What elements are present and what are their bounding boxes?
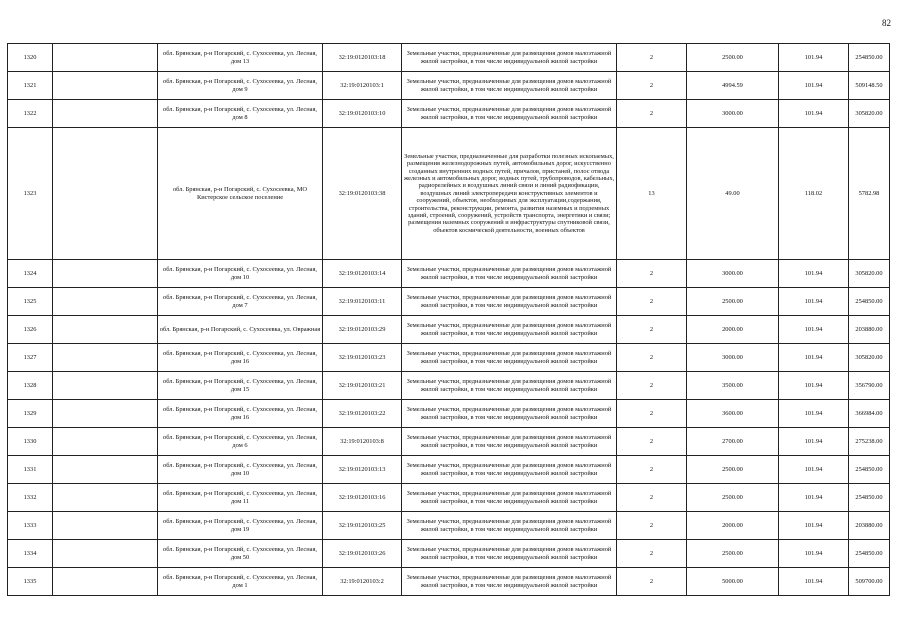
page-number: 82 <box>882 18 891 28</box>
area-cell: 2500.00 <box>687 484 779 512</box>
cadastral-number-cell: 32:19:0120103:25 <box>323 512 402 540</box>
table-row <box>8 372 890 400</box>
cadastral-value-cell: 305820.00 <box>849 100 890 128</box>
table-row <box>8 512 890 540</box>
land-use-cell: Земельные участки, предназначенные для размещения домов малоэтажной жилой застройки, в том числе индивидуальной жилой застройки <box>402 456 617 484</box>
cadastral-number-cell: 32:19:0120103:26 <box>323 540 402 568</box>
group-cell: 2 <box>617 72 687 100</box>
land-use-cell: Земельные участки, предназначенные для размещения домов малоэтажной жилой застройки, в том числе индивидуальной жилой застройки <box>402 512 617 540</box>
address-cell: обл. Брянская, р-н Погарский, с. Сухосеевка, ул. Лесная, дом 1 <box>158 568 323 596</box>
address-cell: обл. Брянская, р-н Погарский, с. Сухосеевка, ул. Лесная, дом 10 <box>158 260 323 288</box>
land-use-cell: Земельные участки, предназначенные для размещения домов малоэтажной жилой застройки, в том числе индивидуальной жилой застройки <box>402 568 617 596</box>
land-use-cell: Земельные участки, предназначенные для размещения домов малоэтажной жилой застройки, в том числе индивидуальной жилой застройки <box>402 288 617 316</box>
rate-cell: 101.94 <box>779 456 849 484</box>
table-row <box>8 316 890 344</box>
row-number-cell: 1327 <box>8 344 53 372</box>
table-row <box>8 344 890 372</box>
cadastral-value-cell: 254850.00 <box>849 484 890 512</box>
cadastral-number-cell: 32:19:0120103:38 <box>323 128 402 260</box>
row-number-cell: 1331 <box>8 456 53 484</box>
row-number-cell: 1334 <box>8 540 53 568</box>
area-cell: 2500.00 <box>687 44 779 72</box>
empty-cell <box>53 288 158 316</box>
group-cell: 2 <box>617 428 687 456</box>
cadastral-value-cell: 5782.98 <box>849 128 890 260</box>
address-cell: обл. Брянская, р-н Погарский, с. Сухосеевка, ул. Лесная, дом 11 <box>158 484 323 512</box>
row-number-cell: 1325 <box>8 288 53 316</box>
rate-cell: 101.94 <box>779 316 849 344</box>
empty-cell <box>53 72 158 100</box>
address-cell: обл. Брянская, р-н Погарский, с. Сухосеевка, ул. Овражная <box>158 316 323 344</box>
area-cell: 3000.00 <box>687 260 779 288</box>
rate-cell: 118.02 <box>779 128 849 260</box>
rate-cell: 101.94 <box>779 44 849 72</box>
cadastral-value-cell: 254850.00 <box>849 288 890 316</box>
cadastral-value-cell: 254850.00 <box>849 456 890 484</box>
empty-cell <box>53 400 158 428</box>
empty-cell <box>53 260 158 288</box>
group-cell: 2 <box>617 456 687 484</box>
group-cell: 2 <box>617 400 687 428</box>
empty-cell <box>53 316 158 344</box>
address-cell: обл. Брянская, р-н Погарский, с. Сухосеевка, ул. Лесная, дом 19 <box>158 512 323 540</box>
rate-cell: 101.94 <box>779 540 849 568</box>
rate-cell: 101.94 <box>779 100 849 128</box>
group-cell: 2 <box>617 512 687 540</box>
area-cell: 2500.00 <box>687 540 779 568</box>
cadastral-number-cell: 32:19:0120103:18 <box>323 44 402 72</box>
area-cell: 3000.00 <box>687 100 779 128</box>
table-row <box>8 100 890 128</box>
address-cell: обл. Брянская, р-н Погарский, с. Сухосеевка, ул. Лесная, дом 10 <box>158 456 323 484</box>
group-cell: 2 <box>617 372 687 400</box>
empty-cell <box>53 100 158 128</box>
empty-cell <box>53 128 158 260</box>
rate-cell: 101.94 <box>779 428 849 456</box>
row-number-cell: 1329 <box>8 400 53 428</box>
area-cell: 4994.59 <box>687 72 779 100</box>
row-number-cell: 1323 <box>8 128 53 260</box>
area-cell: 2700.00 <box>687 428 779 456</box>
group-cell: 2 <box>617 540 687 568</box>
group-cell: 2 <box>617 288 687 316</box>
group-cell: 2 <box>617 344 687 372</box>
address-cell: обл. Брянская, р-н Погарский, с. Сухосеевка, ул. Лесная, дом 8 <box>158 100 323 128</box>
land-use-cell: Земельные участки, предназначенные для размещения домов малоэтажной жилой застройки, в том числе индивидуальной жилой застройки <box>402 316 617 344</box>
cadastral-value-cell: 509700.00 <box>849 568 890 596</box>
rate-cell: 101.94 <box>779 512 849 540</box>
empty-cell <box>53 44 158 72</box>
area-cell: 3600.00 <box>687 400 779 428</box>
address-cell: обл. Брянская, р-н Погарский, с. Сухосеевка, ул. Лесная, дом 13 <box>158 44 323 72</box>
table-row <box>8 288 890 316</box>
address-cell: обл. Брянская, р-н Погарский, с. Сухосеевка, МО Кистерское сельское поселение <box>158 128 323 260</box>
area-cell: 2000.00 <box>687 316 779 344</box>
row-number-cell: 1322 <box>8 100 53 128</box>
land-use-cell: Земельные участки, предназначенные для разработки полезных ископаемых, размещения железнодорожных путей, автомобильных дорог, искусственно созданных внутренних водных путей, причалов, пристаней, полос отвода железных и автомобильных дорог, водных путей, трубопроводов, кабельных, радиорелейных и воздушных линий связи и линий радиофикации, воздушных линий электропередачи конструктивных элементов и сооружений, объектов, необходимых для эксплуатации,содержания, строительства, реконструкции, ремонта, развития наземных и подземных зданий, строений, сооружений, устройств транспорта, энергетики и связи; размещения наземных сооружений и инфраструктуры спутниковой связи, объектов космической деятельности, военных объектов <box>402 128 617 260</box>
table-row <box>8 456 890 484</box>
row-number-cell: 1330 <box>8 428 53 456</box>
cadastral-value-cell: 356790.00 <box>849 372 890 400</box>
land-use-cell: Земельные участки, предназначенные для размещения домов малоэтажной жилой застройки, в том числе индивидуальной жилой застройки <box>402 372 617 400</box>
cadastral-number-cell: 32:19:0120103:16 <box>323 484 402 512</box>
table-row <box>8 260 890 288</box>
table-row <box>8 484 890 512</box>
rate-cell: 101.94 <box>779 260 849 288</box>
address-cell: обл. Брянская, р-н Погарский, с. Сухосеевка, ул. Лесная, дом 15 <box>158 372 323 400</box>
cadastral-value-cell: 509148.50 <box>849 72 890 100</box>
cadastral-number-cell: 32:19:0120103:23 <box>323 344 402 372</box>
empty-cell <box>53 428 158 456</box>
address-cell: обл. Брянская, р-н Погарский, с. Сухосеевка, ул. Лесная, дом 6 <box>158 428 323 456</box>
row-number-cell: 1333 <box>8 512 53 540</box>
rate-cell: 101.94 <box>779 72 849 100</box>
cadastral-value-table <box>7 43 890 596</box>
table-row <box>8 44 890 72</box>
cadastral-value-cell: 254850.00 <box>849 540 890 568</box>
area-cell: 3000.00 <box>687 344 779 372</box>
address-cell: обл. Брянская, р-н Погарский, с. Сухосеевка, ул. Лесная, дом 7 <box>158 288 323 316</box>
cadastral-number-cell: 32:19:0120103:8 <box>323 428 402 456</box>
land-use-cell: Земельные участки, предназначенные для размещения домов малоэтажной жилой застройки, в том числе индивидуальной жилой застройки <box>402 484 617 512</box>
land-use-cell: Земельные участки, предназначенные для размещения домов малоэтажной жилой застройки, в том числе индивидуальной жилой застройки <box>402 344 617 372</box>
group-cell: 13 <box>617 128 687 260</box>
row-number-cell: 1324 <box>8 260 53 288</box>
cadastral-value-cell: 254850.00 <box>849 44 890 72</box>
land-use-cell: Земельные участки, предназначенные для размещения домов малоэтажной жилой застройки, в том числе индивидуальной жилой застройки <box>402 72 617 100</box>
table-row <box>8 428 890 456</box>
area-cell: 2500.00 <box>687 456 779 484</box>
empty-cell <box>53 456 158 484</box>
row-number-cell: 1326 <box>8 316 53 344</box>
empty-cell <box>53 540 158 568</box>
area-cell: 2000.00 <box>687 512 779 540</box>
cadastral-number-cell: 32:19:0120103:2 <box>323 568 402 596</box>
area-cell: 3500.00 <box>687 372 779 400</box>
rate-cell: 101.94 <box>779 372 849 400</box>
group-cell: 2 <box>617 260 687 288</box>
cadastral-number-cell: 32:19:0120103:22 <box>323 400 402 428</box>
area-cell: 49.00 <box>687 128 779 260</box>
cadastral-number-cell: 32:19:0120103:10 <box>323 100 402 128</box>
row-number-cell: 1328 <box>8 372 53 400</box>
cadastral-value-cell: 305820.00 <box>849 344 890 372</box>
cadastral-number-cell: 32:19:0120103:21 <box>323 372 402 400</box>
cadastral-value-cell: 275238.00 <box>849 428 890 456</box>
cadastral-value-cell: 366984.00 <box>849 400 890 428</box>
row-number-cell: 1321 <box>8 72 53 100</box>
cadastral-value-cell: 203880.00 <box>849 316 890 344</box>
table-row <box>8 540 890 568</box>
address-cell: обл. Брянская, р-н Погарский, с. Сухосеевка, ул. Лесная, дом 50 <box>158 540 323 568</box>
rate-cell: 101.94 <box>779 484 849 512</box>
group-cell: 2 <box>617 316 687 344</box>
address-cell: обл. Брянская, р-н Погарский, с. Сухосеевка, ул. Лесная, дом 16 <box>158 400 323 428</box>
group-cell: 2 <box>617 44 687 72</box>
rate-cell: 101.94 <box>779 344 849 372</box>
land-use-cell: Земельные участки, предназначенные для размещения домов малоэтажной жилой застройки, в том числе индивидуальной жилой застройки <box>402 100 617 128</box>
table-body <box>8 44 890 596</box>
row-number-cell: 1320 <box>8 44 53 72</box>
land-use-cell: Земельные участки, предназначенные для размещения домов малоэтажной жилой застройки, в том числе индивидуальной жилой застройки <box>402 260 617 288</box>
empty-cell <box>53 568 158 596</box>
land-use-cell: Земельные участки, предназначенные для размещения домов малоэтажной жилой застройки, в том числе индивидуальной жилой застройки <box>402 540 617 568</box>
cadastral-number-cell: 32:19:0120103:1 <box>323 72 402 100</box>
rate-cell: 101.94 <box>779 288 849 316</box>
land-use-cell: Земельные участки, предназначенные для размещения домов малоэтажной жилой застройки, в том числе индивидуальной жилой застройки <box>402 400 617 428</box>
cadastral-number-cell: 32:19:0120103:14 <box>323 260 402 288</box>
empty-cell <box>53 484 158 512</box>
table-row <box>8 568 890 596</box>
group-cell: 2 <box>617 568 687 596</box>
cadastral-number-cell: 32:19:0120103:11 <box>323 288 402 316</box>
area-cell: 5000.00 <box>687 568 779 596</box>
table-row <box>8 128 890 260</box>
address-cell: обл. Брянская, р-н Погарский, с. Сухосеевка, ул. Лесная, дом 16 <box>158 344 323 372</box>
table-row <box>8 400 890 428</box>
land-use-cell: Земельные участки, предназначенные для размещения домов малоэтажной жилой застройки, в том числе индивидуальной жилой застройки <box>402 428 617 456</box>
land-use-cell: Земельные участки, предназначенные для размещения домов малоэтажной жилой застройки, в том числе индивидуальной жилой застройки <box>402 44 617 72</box>
rate-cell: 101.94 <box>779 400 849 428</box>
empty-cell <box>53 344 158 372</box>
table-row <box>8 72 890 100</box>
empty-cell <box>53 372 158 400</box>
row-number-cell: 1332 <box>8 484 53 512</box>
cadastral-number-cell: 32:19:0120103:13 <box>323 456 402 484</box>
empty-cell <box>53 512 158 540</box>
rate-cell: 101.94 <box>779 568 849 596</box>
cadastral-value-cell: 203880.00 <box>849 512 890 540</box>
cadastral-number-cell: 32:19:0120103:29 <box>323 316 402 344</box>
address-cell: обл. Брянская, р-н Погарский, с. Сухосеевка, ул. Лесная, дом 9 <box>158 72 323 100</box>
group-cell: 2 <box>617 484 687 512</box>
group-cell: 2 <box>617 100 687 128</box>
cadastral-value-cell: 305820.00 <box>849 260 890 288</box>
row-number-cell: 1335 <box>8 568 53 596</box>
area-cell: 2500.00 <box>687 288 779 316</box>
